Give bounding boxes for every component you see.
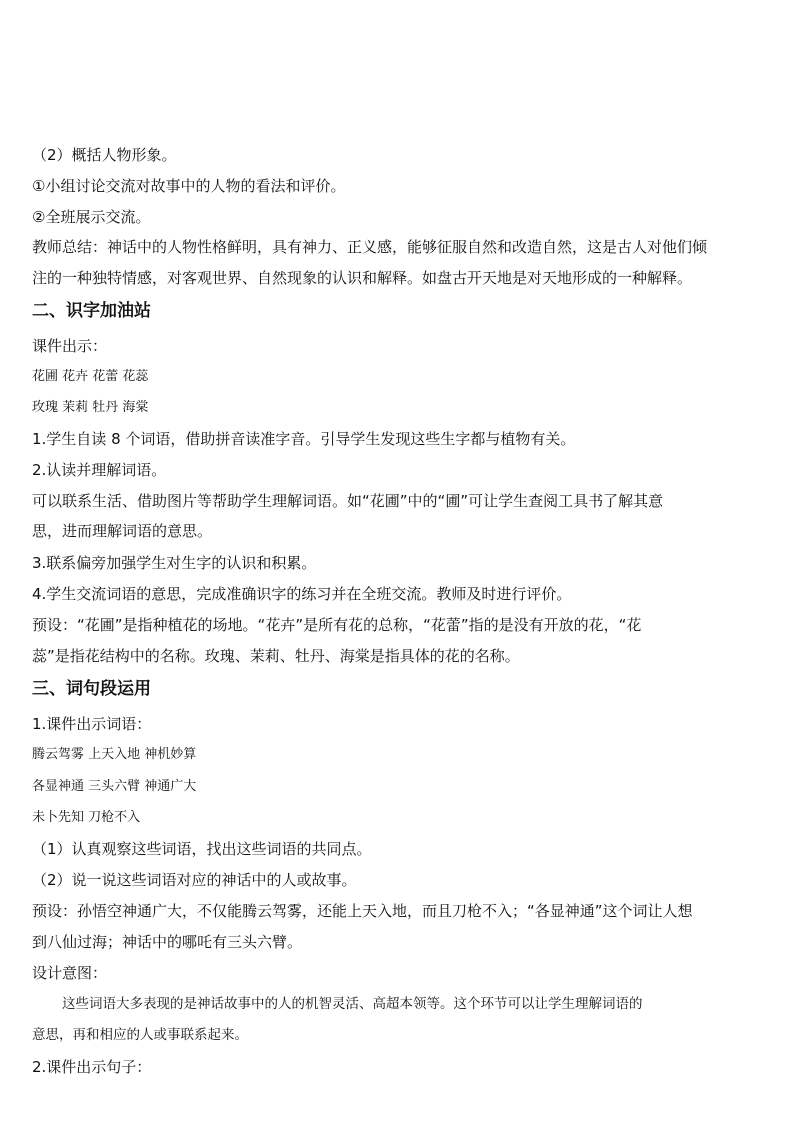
idiom-group-3: 未卜先知 刀枪不入 — [32, 810, 141, 825]
preset-line-1: 预设：“花圃”是指种植花的场地。“花卉”是所有花的总称，“花蕾”指的是没有开放的花，“花 — [32, 616, 642, 634]
task-tell: （2）说一说这些词语对应的神话中的人或故事。 — [32, 871, 357, 889]
teacher-summary-line-2: 注的一种独特情感，对客观世界、自然现象的认识和解释。如盘古开天地是对天地形成的一种解释。 — [32, 269, 693, 287]
explanation-line-1: 可以联系生活、借助图片等帮助学生理解词语。如“花圃”中的“圃”可让学生查阅工具书了解其意 — [32, 492, 664, 510]
subsection-heading-2: （2）概括人物形象。 — [32, 146, 177, 164]
courseware-label: 课件出示： — [32, 337, 108, 355]
design-intent-line-1: 这些词语大多表现的是神话故事中的人的机智灵活、高超本领等。这个环节可以让学生理解词语的 — [62, 996, 643, 1012]
preset-idioms-line-1: 预设：孙悟空神通广大，不仅能腾云驾雾，还能上天入地，而且刀枪不入；“各显神通”这个词让人想 — [32, 902, 693, 920]
section-heading-literacy: 二、识字加油站 — [32, 301, 151, 321]
preset-line-2: 蕊”是指花结构中的名称。玫瑰、茉莉、牡丹、海棠是指具体的花的名称。 — [32, 647, 520, 665]
step-discuss: ①小组讨论交流对故事中的人物的看法和评价。 — [32, 177, 346, 195]
task-observe: （1）认真观察这些词语，找出这些词语的共同点。 — [32, 840, 372, 858]
explanation-line-2: 思，进而理解词语的意思。 — [32, 522, 213, 540]
courseware-sentences-label: 2.课件出示句子： — [32, 1058, 152, 1076]
step-3-radicals: 3.联系偏旁加强学生对生字的认识和积累。 — [32, 554, 317, 572]
design-intent-label: 设计意图： — [32, 964, 108, 982]
idiom-group-2: 各显神通 三头六臂 神通广大 — [32, 779, 197, 794]
section-heading-usage: 三、词句段运用 — [32, 679, 151, 699]
word-group-flowers-1: 花圃 花卉 花蕾 花蕊 — [32, 369, 149, 384]
word-group-flowers-2: 玫瑰 茉莉 牡丹 海棠 — [32, 400, 149, 415]
step-1-read: 1.学生自读 8 个词语，借助拼音读准字音。引导学生发现这些生字都与植物有关。 — [32, 430, 576, 448]
step-4-exchange: 4.学生交流词语的意思，完成准确识字的练习并在全班交流。教师及时进行评价。 — [32, 585, 572, 603]
teacher-summary-line-1: 教师总结：神话中的人物性格鲜明，具有神力、正义感，能够征服自然和改造自然，这是古人对他们倾 — [32, 238, 708, 256]
preset-idioms-line-2: 到八仙过海；神话中的哪吒有三头六臂。 — [32, 933, 303, 951]
courseware-words-label: 1.课件出示词语： — [32, 715, 152, 733]
step-2-understand: 2.认读并理解词语。 — [32, 461, 167, 479]
design-intent-line-2: 意思，再和相应的人或事联系起来。 — [32, 1027, 248, 1043]
idiom-group-1: 腾云驾雾 上天入地 神机妙算 — [32, 747, 197, 762]
step-present: ②全班展示交流。 — [32, 208, 151, 226]
